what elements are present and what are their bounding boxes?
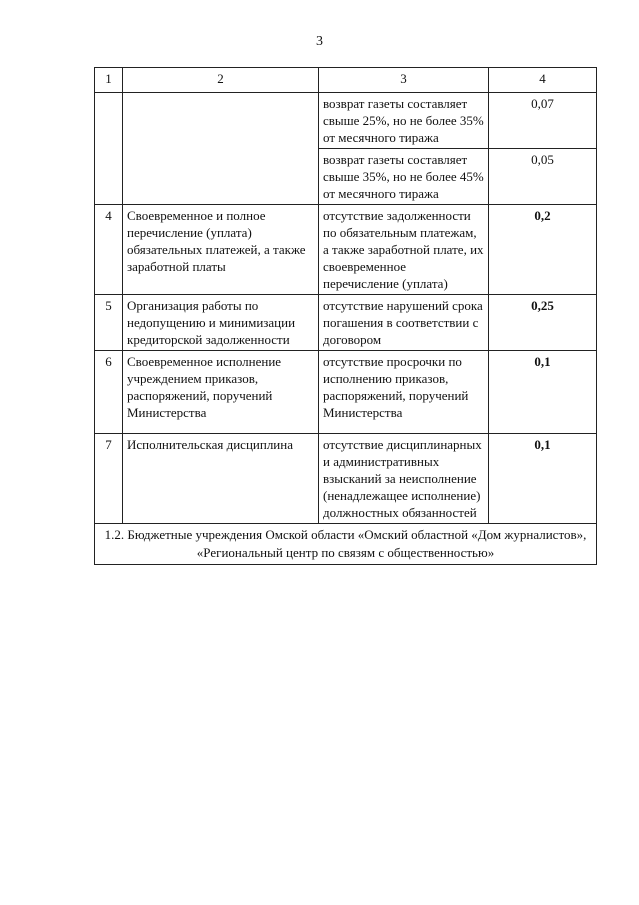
indicator-name: Своевременное и полное перечисление (уплата) обязательных платежей, а также заработной платы bbox=[123, 205, 319, 295]
row-number bbox=[95, 93, 123, 205]
header-cell-1: 1 bbox=[95, 68, 123, 93]
row-number: 7 bbox=[95, 434, 123, 524]
row-number: 4 bbox=[95, 205, 123, 295]
header-cell-2: 2 bbox=[123, 68, 319, 93]
score-value: 0,07 bbox=[489, 93, 597, 149]
table-row bbox=[95, 205, 597, 295]
score-value: 0,2 bbox=[489, 205, 597, 295]
score-value: 0,25 bbox=[489, 295, 597, 351]
table-row bbox=[95, 93, 597, 149]
criterion-text: отсутствие просрочки по исполнению приказов, распоряжений, поручений Министерства bbox=[319, 351, 489, 434]
indicator-name: Своевременное исполнение учреждением приказов, распоряжений, поручений Министерства bbox=[123, 351, 319, 434]
criterion-text: отсутствие задолженности по обязательным платежам, а также заработной плате, их своевременное перечисление (уплата) bbox=[319, 205, 489, 295]
criterion-text: возврат газеты составляет свыше 35%, но не более 45% от месячного тиража bbox=[319, 149, 489, 205]
row-number: 6 bbox=[95, 351, 123, 434]
indicator-name: Исполнительская дисциплина bbox=[123, 434, 319, 524]
criteria-table bbox=[94, 67, 597, 565]
criterion-text: возврат газеты составляет свыше 25%, но не более 35% от месячного тиража bbox=[319, 93, 489, 149]
table-row bbox=[95, 295, 597, 351]
table-row bbox=[95, 351, 597, 434]
section-heading: 1.2. Бюджетные учреждения Омской области «Омский областной «Дом журналистов», «Региональный центр по связям с общественностью» bbox=[95, 524, 597, 565]
section-heading-row bbox=[95, 524, 597, 565]
indicator-name: Организация работы по недопущению и минимизации кредиторской задолженности bbox=[123, 295, 319, 351]
row-number: 5 bbox=[95, 295, 123, 351]
table-header-row bbox=[95, 68, 597, 93]
header-cell-3: 3 bbox=[319, 68, 489, 93]
indicator-name bbox=[123, 93, 319, 205]
score-value: 0,1 bbox=[489, 351, 597, 434]
criterion-text: отсутствие дисциплинарных и административных взысканий за неисполнение (ненадлежащее исполнение) должностных обязанностей bbox=[319, 434, 489, 524]
score-value: 0,1 bbox=[489, 434, 597, 524]
score-value: 0,05 bbox=[489, 149, 597, 205]
criterion-text: отсутствие нарушений срока погашения в соответствии с договором bbox=[319, 295, 489, 351]
page-number: 3 bbox=[316, 34, 323, 49]
header-cell-4: 4 bbox=[489, 68, 597, 93]
table-row bbox=[95, 434, 597, 524]
